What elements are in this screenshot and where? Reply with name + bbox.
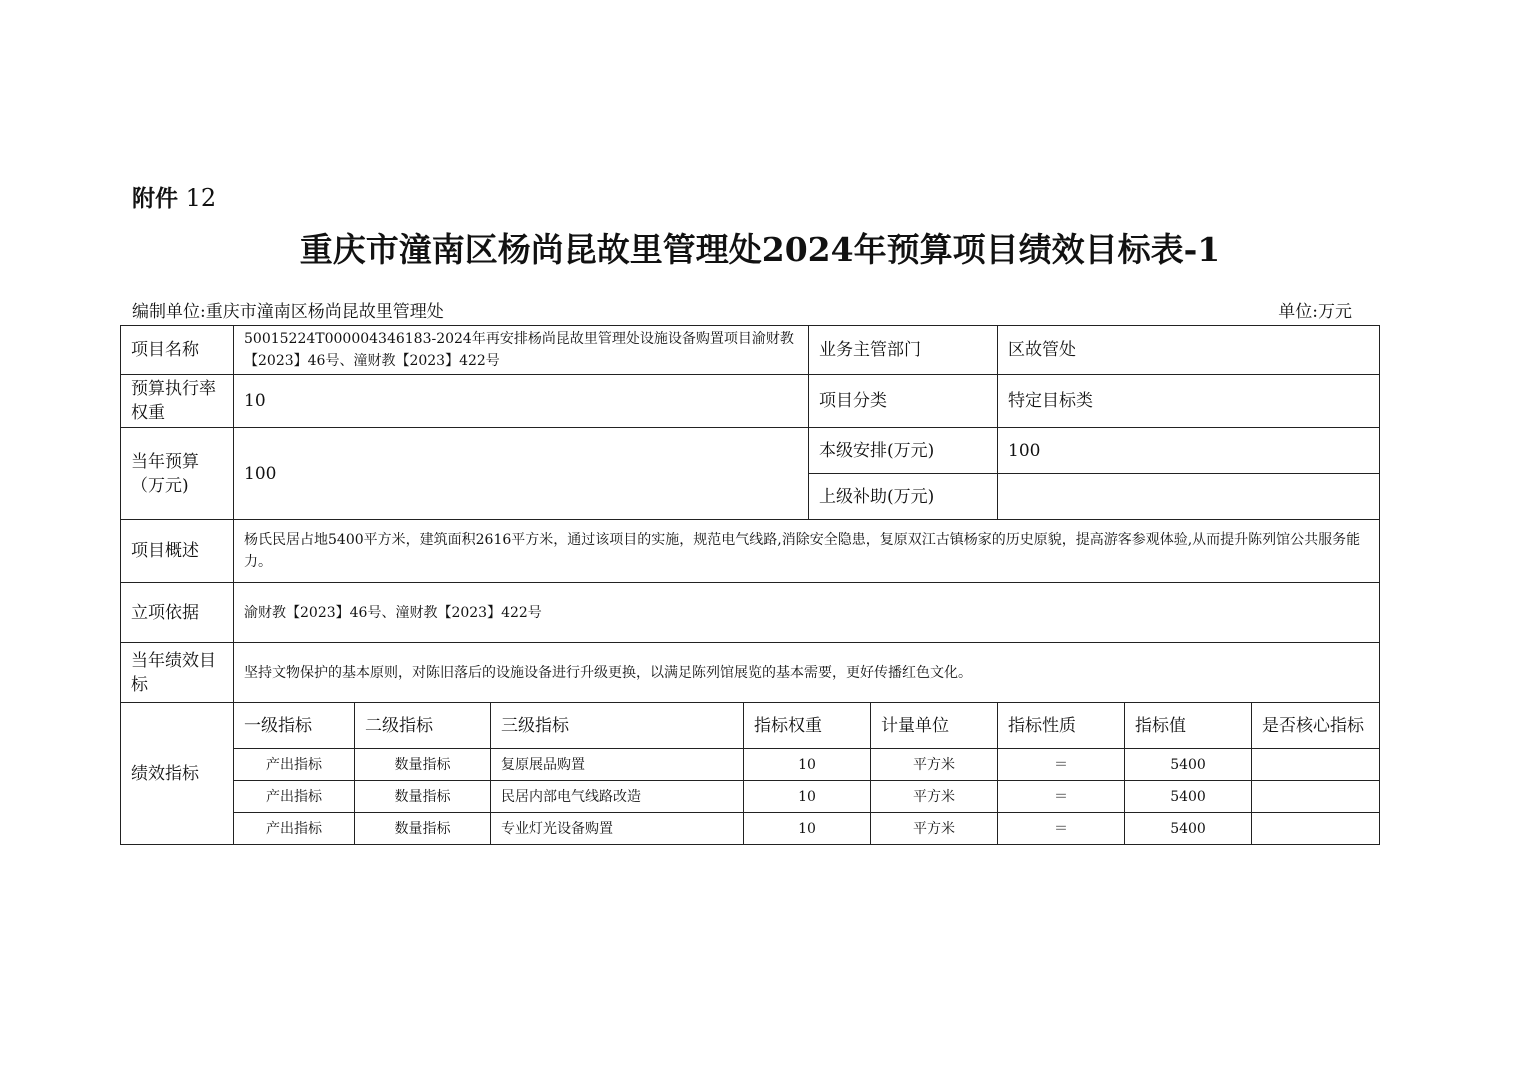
project-name-value: 50015224T000004346183-2024年再安排杨尚昆故里管理处设施设备购置项目渝财教【2023】46号、潼财教【2023】422号 xyxy=(234,326,809,375)
dept-label: 业务主管部门 xyxy=(809,326,998,375)
exec-weight-label: 预算执行率权重 xyxy=(121,375,234,428)
header-weight: 指标权重 xyxy=(744,703,871,749)
org-line: 编制单位:重庆市潼南区杨尚昆故里管理处 xyxy=(132,302,444,322)
indicator-header-row xyxy=(121,703,1380,749)
row3-level3: 专业灯光设备购置 xyxy=(491,813,744,845)
basis-value: 渝财教【2023】46号、潼财教【2023】422号 xyxy=(234,583,1380,643)
row3-weight: 10 xyxy=(744,813,871,845)
row2-value: 5400 xyxy=(1125,781,1252,813)
header-core: 是否核心指标 xyxy=(1252,703,1380,749)
row2-level2: 数量指标 xyxy=(355,781,491,813)
budget-value: 100 xyxy=(234,428,809,520)
table-row xyxy=(121,643,1380,703)
attachment-label: 附件 xyxy=(132,186,178,212)
header-nature: 指标性质 xyxy=(998,703,1125,749)
row1-value: 5400 xyxy=(1125,749,1252,781)
row2-core xyxy=(1252,781,1380,813)
goal-value: 坚持文物保护的基本原则，对陈旧落后的设施设备进行升级更换，以满足陈列馆展览的基本需要，更好传播红色文化。 xyxy=(234,643,1380,703)
row2-level3: 民居内部电气线路改造 xyxy=(491,781,744,813)
category-label: 项目分类 xyxy=(809,375,998,428)
row2-nature: ＝ xyxy=(998,781,1125,813)
table-row xyxy=(121,781,1380,813)
table-row xyxy=(121,428,1380,474)
basis-label: 立项依据 xyxy=(121,583,234,643)
attachment-num: 12 xyxy=(185,184,217,212)
header-unit: 计量单位 xyxy=(871,703,998,749)
performance-table xyxy=(120,325,1380,845)
dept-value: 区故管处 xyxy=(998,326,1380,375)
table-row xyxy=(121,583,1380,643)
table-row xyxy=(121,520,1380,583)
upper-value xyxy=(998,474,1380,520)
header-level1: 一级指标 xyxy=(234,703,355,749)
local-value: 100 xyxy=(998,428,1380,474)
row2-unit: 平方米 xyxy=(871,781,998,813)
overview-label: 项目概述 xyxy=(121,520,234,583)
local-label: 本级安排(万元) xyxy=(809,428,998,474)
table-row xyxy=(121,326,1380,375)
row1-unit: 平方米 xyxy=(871,749,998,781)
header-value: 指标值 xyxy=(1125,703,1252,749)
row3-nature: ＝ xyxy=(998,813,1125,845)
row3-core xyxy=(1252,813,1380,845)
row3-level1: 产出指标 xyxy=(234,813,355,845)
goal-label: 当年绩效目标 xyxy=(121,643,234,703)
budget-label: 当年预算（万元) xyxy=(121,428,234,520)
table-row xyxy=(121,813,1380,845)
header-level3: 三级指标 xyxy=(491,703,744,749)
unit-line: 单位:万元 xyxy=(1278,302,1352,322)
table-row xyxy=(121,375,1380,428)
indicators-label: 绩效指标 xyxy=(121,703,234,845)
row2-level1: 产出指标 xyxy=(234,781,355,813)
row1-core xyxy=(1252,749,1380,781)
project-name-label: 项目名称 xyxy=(121,326,234,375)
row3-level2: 数量指标 xyxy=(355,813,491,845)
row1-weight: 10 xyxy=(744,749,871,781)
category-value: 特定目标类 xyxy=(998,375,1380,428)
row3-unit: 平方米 xyxy=(871,813,998,845)
row1-nature: ＝ xyxy=(998,749,1125,781)
table-row xyxy=(121,749,1380,781)
header-level2: 二级指标 xyxy=(355,703,491,749)
overview-value: 杨氏民居占地5400平方米，建筑面积2616平方米，通过该项目的实施，规范电气线路,消除安全隐患，复原双江古镇杨家的历史原貌，提高游客参观体验,从而提升陈列馆公共服务能力。 xyxy=(234,520,1380,583)
row3-value: 5400 xyxy=(1125,813,1252,845)
exec-weight-value: 10 xyxy=(234,375,809,428)
upper-label: 上级补助(万元) xyxy=(809,474,998,520)
row2-weight: 10 xyxy=(744,781,871,813)
page-title: 重庆市潼南区杨尚昆故里管理处2024年预算项目绩效目标表-1 xyxy=(299,230,1221,269)
row1-level3: 复原展品购置 xyxy=(491,749,744,781)
attachment-number xyxy=(132,180,216,213)
row1-level2: 数量指标 xyxy=(355,749,491,781)
row1-level1: 产出指标 xyxy=(234,749,355,781)
